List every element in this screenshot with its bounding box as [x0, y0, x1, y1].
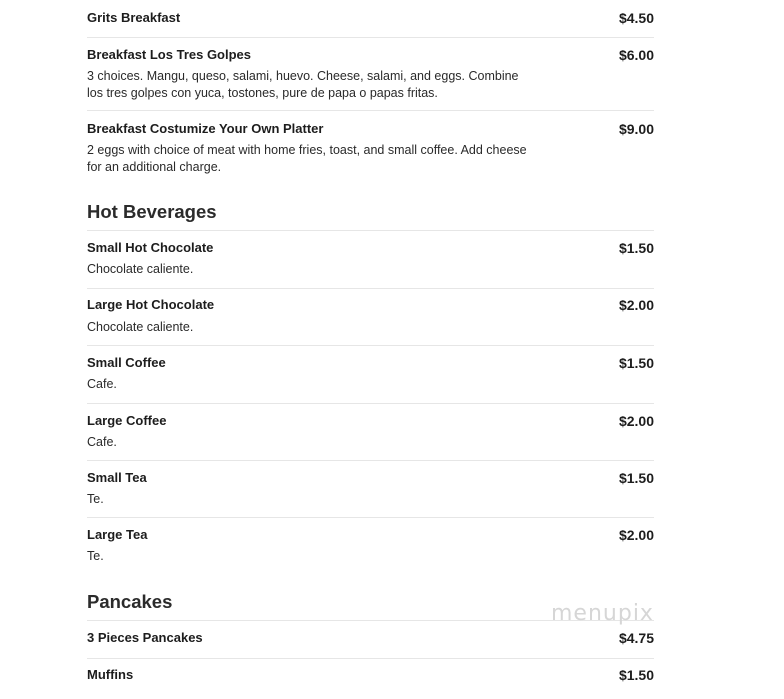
menu-item[interactable] [87, 231, 654, 289]
item-description: Cafe. [87, 377, 117, 391]
item-price: $2.00 [618, 413, 654, 429]
item-price: $1.50 [618, 240, 654, 256]
item-name: Large Hot Chocolate [87, 297, 215, 312]
item-description: Cafe. [87, 435, 117, 449]
item-name: Small Hot Chocolate [87, 240, 214, 255]
menu-item[interactable] [87, 658, 654, 695]
item-name: Grits Breakfast [87, 10, 181, 25]
item-name: Muffins [87, 667, 134, 682]
menu-item[interactable] [87, 288, 654, 346]
menu-item[interactable] [87, 345, 654, 404]
item-name: Breakfast Costumize Your Own Platter [87, 121, 324, 136]
item-name: Large Coffee [87, 413, 167, 428]
menu-item[interactable] [87, 37, 654, 111]
item-name: Small Coffee [87, 355, 166, 370]
menu-item[interactable] [87, 460, 654, 518]
item-name: 3 Pieces Pancakes [87, 630, 203, 645]
item-description: Te. [87, 549, 104, 563]
item-name: Small Tea [87, 470, 147, 485]
menupix-watermark: menupix [551, 601, 654, 626]
menu-item[interactable] [87, 621, 654, 659]
item-price: $1.50 [618, 667, 654, 683]
section-header [87, 201, 654, 231]
item-description: Chocolate caliente. [87, 320, 194, 334]
item-price: $2.00 [618, 297, 654, 313]
menu-item[interactable] [87, 403, 654, 461]
item-description: 3 choices. Mangu, queso, salami, huevo. Cheese, salami, and eggs. Combine los tres golpes con yuca, tostones, pure de papa o papas fritas. [87, 69, 519, 100]
item-price: $1.50 [618, 470, 654, 486]
item-price: $6.00 [618, 47, 654, 63]
item-name: Large Tea [87, 527, 148, 542]
item-description: 2 eggs with choice of meat with home fries, toast, and small coffee. Add cheese for an additional charge. [87, 143, 527, 174]
item-price: $9.00 [618, 121, 654, 137]
menu-item[interactable] [87, 517, 654, 574]
item-price: $4.75 [618, 630, 654, 646]
item-description: Te. [87, 492, 104, 506]
menu-item[interactable] [87, 110, 654, 185]
item-price: $1.50 [618, 355, 654, 371]
item-price: $4.50 [618, 10, 654, 26]
menu-item[interactable] [87, 0, 654, 38]
section-title: Pancakes [87, 591, 173, 612]
item-price: $2.00 [618, 527, 654, 543]
item-description: Chocolate caliente. [87, 262, 194, 276]
section-title: Hot Beverages [87, 201, 217, 222]
item-name: Breakfast Los Tres Golpes [87, 47, 252, 62]
